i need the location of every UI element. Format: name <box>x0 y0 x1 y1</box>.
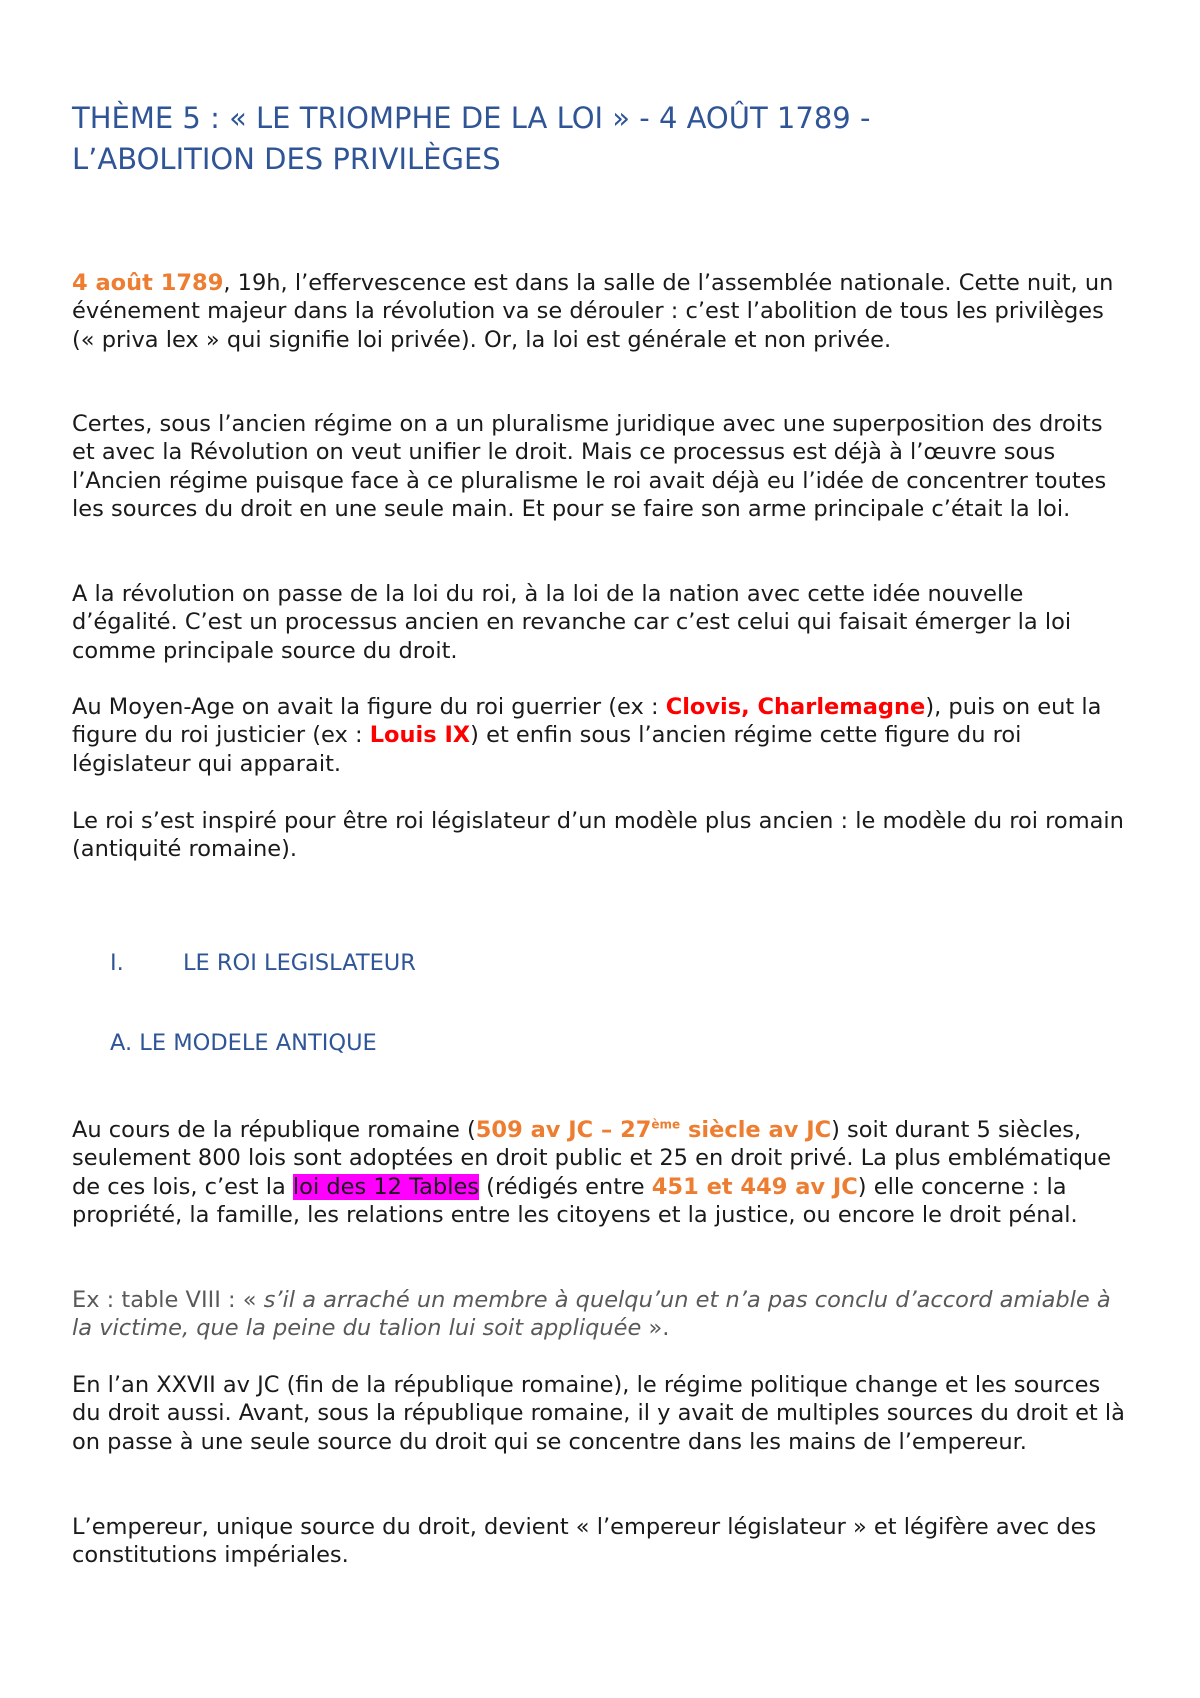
paragraph-example-quote <box>72 1286 1132 1343</box>
text-segment: ) soit durant 5 siècles, seulement 800 lois sont adoptées en droit public et 25 en droit privé. La plus emblématique de ces lois, c’est la <box>72 1117 1112 1200</box>
dates-highlight <box>476 1117 831 1143</box>
paragraph-pluralisme: Certes, sous l’ancien régime on a un pluralisme juridique avec une superposition des droits et avec la Révolution on veut unifier le droit. Mais ce processus est déjà à l’œuvre sous l’Ancien régime puisque face à ce pluralisme le roi avait déjà eu l’idée de concentrer toutes les sources du droit en une seule main. Et pour se faire son arme principale c’était la loi. <box>72 411 1107 523</box>
text-segment: ) et enfin sous l’ancien régime cette figure du roi législateur qui apparait. <box>72 722 1022 777</box>
quote-prefix: Ex : table VIII : « <box>72 1287 264 1313</box>
paragraph-intro <box>72 269 1132 354</box>
section-heading: LE ROI LEGISLATEUR <box>183 950 416 976</box>
text-segment: ), puis on eut la figure du roi justicier (ex : <box>72 694 1102 749</box>
date-highlight: 4 août 1789 <box>72 270 224 296</box>
quote-text: s’il a arraché un membre à quelqu’un et n’a pas conclu d’accord amiable à la victime, que la peine du talion lui soit appliquée <box>72 1287 1111 1342</box>
text-segment: (rédigés entre <box>479 1173 652 1200</box>
paragraph-revolution: A la révolution on passe de la loi du roi, à la loi de la nation avec cette idée nouvelle d’égalité. C’est un processus ancien en revanche car c’est celui qui faisait émerger la loi comme principale source du droit. <box>72 581 1072 664</box>
title-line-1: THÈME 5 : « LE TRIOMPHE DE LA LOI » - 4 AOÛT 1789 - <box>72 101 871 135</box>
paragraph-text: , 19h, l’effervescence est dans la salle de l’assemblée nationale. Cette nuit, un événement majeur dans la révolution va se dérouler : c’est l’abolition de tous les privilèges (« priva lex » qui signifie loi privée). Or, la loi est générale et non privée. <box>72 270 1114 353</box>
section-number: I. <box>110 950 124 976</box>
quote-suffix: ». <box>641 1315 670 1342</box>
date-range: 509 av JC – 27 <box>475 1117 652 1143</box>
paragraph-empereur: L’empereur, unique source du droit, devient « l’empereur législateur » et légifère avec des constitutions impériales. <box>72 1514 1097 1569</box>
law-highlight: loi des 12 Tables <box>292 1173 480 1200</box>
king-highlight: Louis IX <box>369 722 471 749</box>
text-segment: Au Moyen-Age on avait la figure du roi guerrier (ex : <box>72 694 666 720</box>
paragraph-moyen-age <box>72 693 1132 778</box>
subsection-heading: A. LE MODELE ANTIQUE <box>110 1030 377 1056</box>
text-segment: Au cours de la république romaine ( <box>72 1117 476 1143</box>
dates-highlight-2: 451 et 449 av JC <box>651 1173 858 1200</box>
text-segment: ) elle concerne : la propriété, la famille, les relations entre les citoyens et la justice, ou encore le droit pénal. <box>72 1173 1078 1229</box>
kings-highlight: Clovis, Charlemagne <box>665 694 926 720</box>
paragraph-empire: En l’an XXVII av JC (fin de la république romaine), le régime politique change et les sources du droit aussi. Avant, sous la république romaine, il y avait de multiples sources du droit et là on passe à une seule source du droit qui se concentre dans les mains de l’empereur. <box>72 1372 1125 1455</box>
paragraph-republique-romaine <box>72 1116 1132 1230</box>
paragraph-roi-romain: Le roi s’est inspiré pour être roi législateur d’un modèle plus ancien : le modèle du roi romain (antiquité romaine). <box>72 808 1124 863</box>
title-line-2: L’ABOLITION DES PRIVILÈGES <box>72 142 501 176</box>
date-range-end: siècle av JC <box>680 1117 832 1143</box>
superscript: ème <box>651 1117 681 1132</box>
page-title <box>72 98 1132 180</box>
